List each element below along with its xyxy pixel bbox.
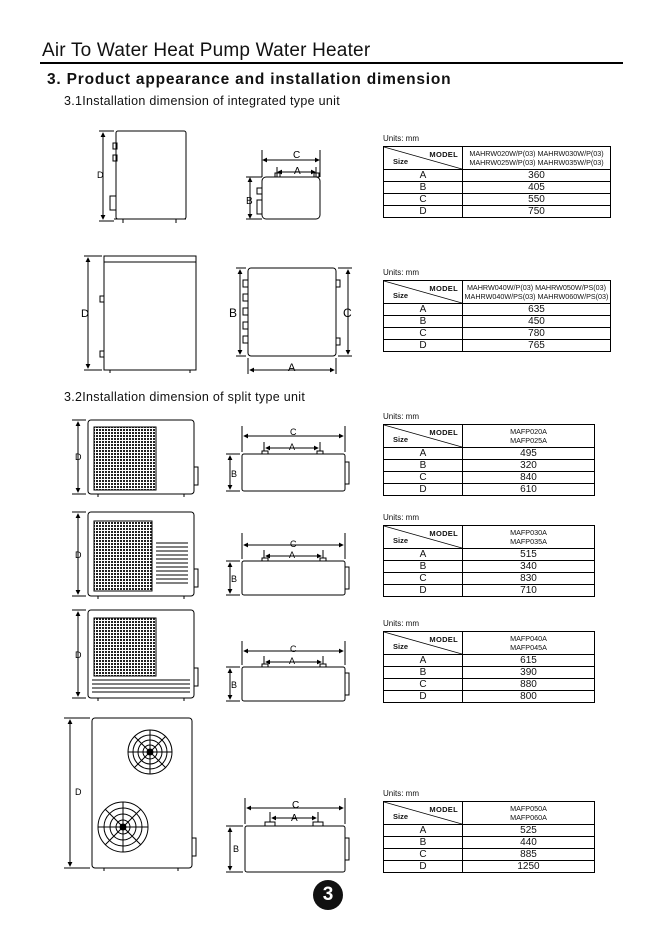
dim-label-c: C: [290, 539, 297, 549]
integrated-1-side-view: [97, 131, 186, 223]
table-row: A 615: [384, 655, 595, 667]
table-row: C 880: [384, 679, 595, 691]
table-row: B 440: [384, 837, 595, 849]
size-label: Size: [393, 812, 409, 821]
model-names: MAFP050A MAFP060A: [463, 802, 595, 825]
dim-label-b: B: [229, 306, 238, 320]
split-4-front-view: [64, 718, 196, 871]
fan-upper: [128, 730, 172, 774]
dim-label-a: A: [289, 550, 296, 560]
units-label: Units: mm: [383, 134, 419, 143]
table-row: C 550: [384, 194, 611, 206]
page-number-badge: 3: [313, 880, 343, 910]
model-label: MODEL: [429, 284, 458, 293]
split-2-top-view: [226, 533, 349, 595]
dim-label-a: A: [289, 656, 296, 666]
dimension-table-split-4: [383, 801, 595, 873]
dim-label-c: C: [290, 427, 297, 437]
fan-lower: [98, 802, 148, 852]
table-row: D 710: [384, 585, 595, 597]
dim-label-a: A: [291, 813, 298, 824]
table-row: D 610: [384, 484, 595, 496]
header-cell: [384, 526, 463, 549]
model-label: MODEL: [429, 805, 458, 814]
size-label: Size: [393, 642, 409, 651]
split-1-front-view: [72, 420, 198, 497]
model-names: MAHRW040W/P(03) MAHRW050W/PS(03) MAHRW040W/PS(03) MAHRW060W/PS(03): [463, 281, 611, 304]
table-row: B 390: [384, 667, 595, 679]
dim-label-c: C: [290, 644, 297, 654]
dim-label-b: B: [231, 680, 238, 690]
dim-label-b: B: [233, 844, 240, 854]
table-row: B 450: [384, 316, 611, 328]
model-label: MODEL: [429, 150, 458, 159]
header-cell: [384, 147, 463, 170]
integrated-2-top-view: [229, 268, 352, 374]
split-1-top-view: [226, 426, 349, 491]
dim-label-b: B: [246, 196, 253, 207]
integrated-1-top-view: [246, 150, 320, 219]
header-cell: [384, 281, 463, 304]
units-label: Units: mm: [383, 789, 419, 798]
dim-label-d: D: [75, 650, 82, 660]
dimension-table-integrated-1: [383, 146, 611, 218]
table-row: D 765: [384, 340, 611, 352]
size-label: Size: [393, 157, 409, 166]
table-row: A 635: [384, 304, 611, 316]
table-row: B 320: [384, 460, 595, 472]
table-row: B 340: [384, 561, 595, 573]
header-cell: [384, 632, 463, 655]
dim-label-a: A: [289, 442, 296, 452]
units-label: Units: mm: [383, 513, 419, 522]
dim-label-c: C: [343, 306, 352, 320]
table-row: D 750: [384, 206, 611, 218]
table-row: C 885: [384, 849, 595, 861]
model-names: MAFP030A MAFP035A: [463, 526, 595, 549]
table-row: C 830: [384, 573, 595, 585]
split-3-front-view: [72, 610, 198, 701]
units-label: Units: mm: [383, 619, 419, 628]
dim-label-c: C: [292, 800, 300, 811]
subsection-integrated-heading: 3.1Installation dimension of integrated type unit: [64, 94, 340, 108]
model-names: MAFP040A MAFP045A: [463, 632, 595, 655]
dim-label-a: A: [288, 362, 296, 374]
size-label: Size: [393, 536, 409, 545]
document-title: Air To Water Heat Pump Water Heater: [42, 40, 371, 61]
dim-label-c: C: [293, 150, 301, 161]
dimension-table-split-2: [383, 525, 595, 597]
dimension-table-integrated-2: [383, 280, 611, 352]
model-label: MODEL: [429, 529, 458, 538]
dim-label-b: B: [231, 574, 238, 584]
size-label: Size: [393, 435, 409, 444]
units-label: Units: mm: [383, 268, 419, 277]
dim-label-a: A: [294, 166, 301, 177]
dimension-table-split-1: [383, 424, 595, 496]
table-row: A 525: [384, 825, 595, 837]
table-row: B 405: [384, 182, 611, 194]
table-row: A 360: [384, 170, 611, 182]
split-4-top-view: [226, 798, 349, 872]
split-3-top-view: [226, 641, 349, 701]
dim-label-d: D: [75, 550, 82, 560]
integrated-2-side-view: [81, 256, 196, 373]
model-label: MODEL: [429, 428, 458, 437]
table-row: C 780: [384, 328, 611, 340]
table-row: D 1250: [384, 861, 595, 873]
units-label: Units: mm: [383, 412, 419, 421]
dim-label-d: D: [75, 787, 82, 797]
table-row: A 495: [384, 448, 595, 460]
dim-label-d: D: [81, 308, 89, 320]
header-cell: [384, 802, 463, 825]
table-row: D 800: [384, 691, 595, 703]
size-label: Size: [393, 291, 409, 300]
header-cell: [384, 425, 463, 448]
dimension-table-split-3: [383, 631, 595, 703]
subsection-split-heading: 3.2Installation dimension of split type unit: [64, 390, 306, 404]
dim-label-d: D: [97, 170, 104, 180]
section-heading: 3. Product appearance and installation dimension: [47, 71, 452, 88]
model-label: MODEL: [429, 635, 458, 644]
split-2-front-view: [72, 512, 198, 599]
dim-label-d: D: [75, 452, 82, 462]
model-names: MAFP020A MAFP025A: [463, 425, 595, 448]
model-names: MAHRW020W/P(03) MAHRW030W/P(03) MAHRW025W/P(03) MAHRW035W/P(03): [463, 147, 611, 170]
table-row: A 515: [384, 549, 595, 561]
dim-label-b: B: [231, 469, 238, 479]
table-row: C 840: [384, 472, 595, 484]
